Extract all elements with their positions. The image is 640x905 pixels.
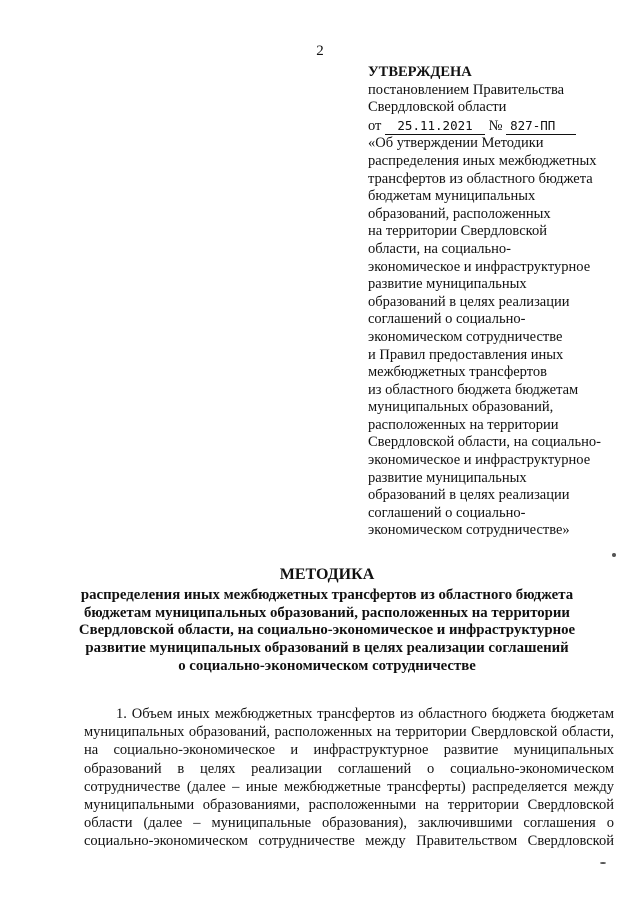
paragraph-line: сотрудничестве (далее – иные межбюджетные трансферты) распределяется между (84, 778, 614, 795)
paragraph-line: муниципальных образований, расположенных на территории Свердловской области, (84, 724, 614, 741)
document-title: МЕТОДИКА (279, 566, 375, 583)
decree-title-line: экономическое и инфраструктурное (368, 452, 591, 469)
decree-title-line: соглашений о социально- (368, 311, 526, 328)
decree-title-line: области, на социально- (368, 240, 511, 257)
paragraph-line: образований в целях реализации соглашений о социально-экономическом (84, 760, 614, 777)
decree-title-line: экономическом сотрудничестве» (368, 522, 570, 539)
decree-title-line: «Об утверждении Методики (368, 135, 544, 152)
scan-speck (612, 553, 616, 557)
paragraph-line: 1. Объем иных межбюджетных трансфертов из областного бюджета бюджетам (116, 706, 614, 722)
decree-title-line: Свердловской области, на социально- (368, 434, 601, 451)
number-prefix: № (488, 117, 503, 134)
subtitle-line: распределения иных межбюджетных трансфертов из областного бюджета (80, 587, 574, 603)
approval-stamp-block (368, 64, 636, 540)
decree-title-line: образований в целях реализации (368, 293, 570, 310)
approval-number: 827-ПП (506, 117, 576, 136)
decree-title-line: образований в целях реализации (368, 487, 570, 504)
decree-title-line: развитие муниципальных (368, 276, 527, 293)
date-prefix: от (368, 117, 382, 134)
subtitle-line: бюджетам муниципальных образований, расположенных на территории (84, 604, 570, 621)
subtitle-line: Свердловской области, на социально-экономическое и инфраструктурное (78, 622, 576, 639)
document-subtitle (78, 587, 576, 676)
decree-title-line: бюджетам муниципальных (368, 188, 536, 205)
decree-title-line: и Правил предоставления иных (368, 346, 564, 363)
approval-heading: УТВЕРЖДЕНА (368, 64, 472, 80)
decree-title-line: на территории Свердловской (368, 223, 547, 240)
paragraph-line: на социально-экономическое и инфраструктурное развитие муниципальных (84, 742, 614, 759)
page-number: 2 (316, 43, 324, 59)
subtitle-line: о социально-экономическом сотрудничестве (178, 657, 476, 674)
decree-title-line: развитие муниципальных (368, 469, 527, 486)
document-title-block (78, 565, 576, 676)
approval-date-line (368, 117, 636, 136)
decree-title-line: соглашений о социально- (368, 504, 526, 521)
decree-title-line: трансфертов из областного бюджета (368, 170, 593, 187)
decree-title-line: муниципальных образований, (368, 399, 554, 416)
scan-speck (600, 862, 606, 864)
subtitle-line: развитие муниципальных образований в целях реализации соглашений (85, 640, 569, 657)
decree-title-line: из областного бюджета бюджетам (368, 381, 579, 398)
paragraph-line: области (далее – муниципальные образования), заключившими соглашения о (84, 815, 614, 832)
decree-title-line: межбюджетных трансфертов (368, 364, 547, 381)
paragraph-1 (84, 705, 614, 851)
approval-line: Свердловской области (368, 99, 507, 116)
decree-title-line: экономическом сотрудничестве (368, 328, 563, 345)
decree-title-line: экономическое и инфраструктурное (368, 258, 591, 275)
decree-title-line: расположенных на территории (368, 416, 559, 433)
decree-title-line: распределения иных межбюджетных (368, 152, 597, 169)
approval-line: постановлением Правительства (368, 81, 565, 98)
paragraph-line: социально-экономическом сотрудничестве между Правительством Свердловской (84, 833, 614, 850)
paragraph-line: муниципальными образованиями, расположенными на территории Свердловской (84, 797, 614, 814)
decree-title-line: образований, расположенных (368, 205, 551, 222)
approval-date: 25.11.2021 (385, 117, 485, 136)
